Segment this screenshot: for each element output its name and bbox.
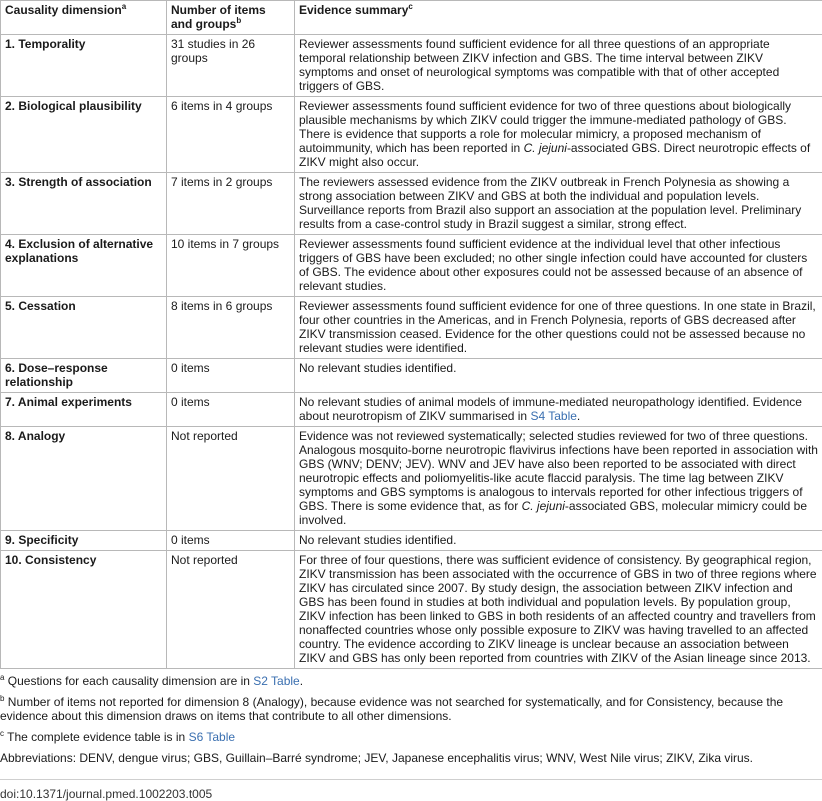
footnote-c: $^c$ The complete evidence table is in S6 Table xyxy=(0,730,822,744)
species-name: C. jejuni xyxy=(524,141,567,155)
summary-cell: No relevant studies identified. xyxy=(295,531,822,551)
doi-label: doi:10.1371/journal.pmed.1002203.t005 xyxy=(0,779,822,801)
table-row xyxy=(1,297,822,359)
items-cell: 0 items xyxy=(167,393,295,427)
items-cell: Not reported xyxy=(167,551,295,669)
table-footnotes xyxy=(0,674,822,765)
header-evidence-summary: Evidence summary$^c$ xyxy=(295,1,822,35)
s6-table-link[interactable]: S6 Table xyxy=(189,730,235,744)
table-row xyxy=(1,551,822,669)
summary-cell: Evidence was not reviewed systematically; selected studies reviewed for two of three questions. Analogous mosquito-borne neurotropic flavivirus infections have been reported in association with GBS (WNV; DENV; JEV). WNV and JEV have also been reported to be associated with direct neurotropic effects and poliomyelitis-like acute flaccid paralysis. The time lag between ZIKV symptoms and GBS symptoms is analogous to intervals reported for other infectious triggers of GBS. There is some evidence that, as for C. jejuni-associated GBS, molecular mimicry could be involved. xyxy=(295,427,822,531)
dimension-cell: 8. Analogy xyxy=(1,427,167,531)
footnote-marker-c: c xyxy=(408,2,412,11)
items-cell: 10 items in 7 groups xyxy=(167,235,295,297)
footnote-marker-a: a xyxy=(122,2,126,11)
summary-cell: Reviewer assessments found sufficient evidence at the individual level that other infectious triggers of GBS have been excluded; no other single infection could have accounted for clusters of GBS. The evidence about other exposures could not be assessed because of an absence of relevant studies. xyxy=(295,235,822,297)
summary-cell: Reviewer assessments found sufficient evidence for all three questions of an appropriate temporal relationship between ZIKV infection and GBS. The time interval between ZIKV symptoms and onset of neurological symptoms was compatible with that of other accepted triggers of GBS. xyxy=(295,35,822,97)
dimension-cell: 9. Specificity xyxy=(1,531,167,551)
footnote-a: $^a$ Questions for each causality dimension are in S2 Table. xyxy=(0,674,822,688)
table-row xyxy=(1,427,822,531)
species-name: C. jejuni xyxy=(522,499,565,513)
summary-cell: Reviewer assessments found sufficient evidence for one of three questions. In one state in Brazil, four other countries in the Americas, and in French Polynesia, reports of GBS decreased after ZIKV transmission ceased. Evidence for the other questions could not be assessed because no relevant studies were identified. xyxy=(295,297,822,359)
items-cell: 31 studies in 26 groups xyxy=(167,35,295,97)
table-row xyxy=(1,393,822,427)
footnote-marker-b: b xyxy=(236,16,241,25)
items-cell: 0 items xyxy=(167,531,295,551)
header-number-of-items: Number of items and groups$^b$ xyxy=(167,1,295,35)
summary-cell: No relevant studies of animal models of immune-mediated neuropathology identified. Evidence about neurotropism of ZIKV summarised in S4 Table. xyxy=(295,393,822,427)
dimension-cell: 3. Strength of association xyxy=(1,173,167,235)
dimension-cell: 5. Cessation xyxy=(1,297,167,359)
s4-table-link[interactable]: S4 Table xyxy=(530,409,576,423)
summary-cell: The reviewers assessed evidence from the ZIKV outbreak in French Polynesia as showing a strong association between ZIKV and GBS at both the individual and population levels. Surveillance reports from Brazil also support an association at the population level. Preliminary results from a case-control study in Brazil suggest a similar, strong effect. xyxy=(295,173,822,235)
abbreviations-note: Abbreviations: DENV, dengue virus; GBS, Guillain–Barré syndrome; JEV, Japanese encephalitis virus; WNV, West Nile virus; ZIKV, Zika virus. xyxy=(0,751,822,765)
dimension-cell: 6. Dose–response relationship xyxy=(1,359,167,393)
table-row xyxy=(1,531,822,551)
items-cell: 6 items in 4 groups xyxy=(167,97,295,173)
footnote-b: $^b$ Number of items not reported for dimension 8 (Analogy), because evidence was not searched for systematically, and for Consistency, because the evidence about this dimension draws on items that contribute to all other dimensions. xyxy=(0,695,822,723)
header-causality-dimension: Causality dimension$^a$ xyxy=(1,1,167,35)
table-row xyxy=(1,35,822,97)
dimension-cell: 4. Exclusion of alternative explanations xyxy=(1,235,167,297)
table-row xyxy=(1,235,822,297)
items-cell: 0 items xyxy=(167,359,295,393)
dimension-cell: 1. Temporality xyxy=(1,35,167,97)
table-row xyxy=(1,97,822,173)
table-row xyxy=(1,173,822,235)
header-row xyxy=(1,1,822,35)
items-cell: 7 items in 2 groups xyxy=(167,173,295,235)
summary-cell: Reviewer assessments found sufficient evidence for two of three questions about biologically plausible mechanisms by which ZIKV could trigger the immune-mediated pathology of GBS. There is evidence that supports a role for molecular mimicry, a proposed mechanism of autoimmunity, which has been reported in C. jejuni-associated GBS. Direct neurotropic effects of ZIKV might also occur. xyxy=(295,97,822,173)
dimension-cell: 7. Animal experiments xyxy=(1,393,167,427)
table-row xyxy=(1,359,822,393)
summary-cell: No relevant studies identified. xyxy=(295,359,822,393)
items-cell: Not reported xyxy=(167,427,295,531)
items-cell: 8 items in 6 groups xyxy=(167,297,295,359)
dimension-cell: 10. Consistency xyxy=(1,551,167,669)
s2-table-link[interactable]: S2 Table xyxy=(253,674,299,688)
dimension-cell: 2. Biological plausibility xyxy=(1,97,167,173)
summary-cell: For three of four questions, there was sufficient evidence of consistency. By geographical region, ZIKV transmission has been associated with the occurrence of GBS in two of three regions where ZIKV has circulated since 2007. By study design, the association between ZIKV infection and GBS has been found in studies at both individual and population levels. By population group, ZIKV infection has been linked to GBS in both residents of an affected country and travellers from nonaffected countries whose only possible exposure to ZIKV was having travelled to an affected country. The evidence according to ZIKV lineage is unclear because an association between ZIKV and GBS has only been reported from countries with ZIKV of the Asian lineage since 2013. xyxy=(295,551,822,669)
